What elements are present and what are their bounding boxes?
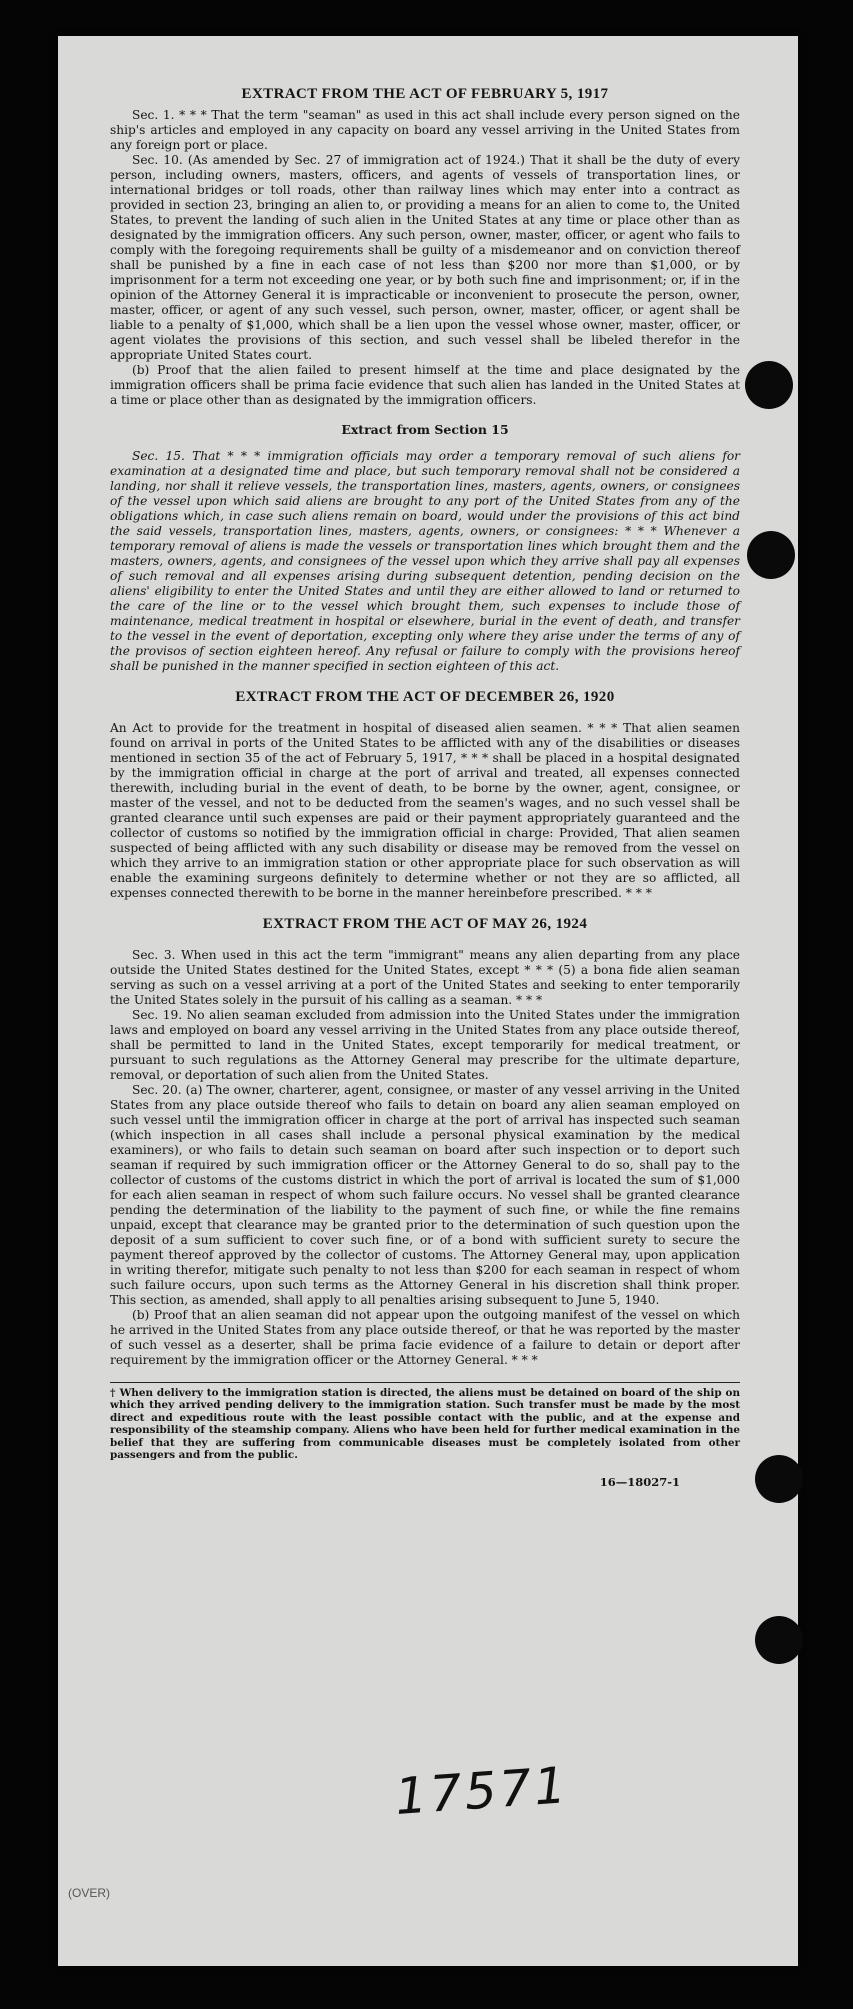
handwritten-number: 17571 [393,1755,571,1827]
section-paragraph: Sec. 15. That * * * immigration officials may order a temporary removal of such aliens for examination at a designated time and place, but such temporary removal shall not be considered a landing, nor shall it relieve vessels, the transportation lines, masters, agents, owners, or consignees of the vessel upon which said aliens are brought to any port of the United States from any of the obligations which, in case such aliens remain on board, would under the provisions of this act bind the said vessels, transportation lines, masters, agents, owners, or consignees: * * * Whenever a temporary removal of aliens is made the vessels or transportation lines which brought them and the masters, owners, agents, and consignees of the vessel upon which they arrive shall pay all expenses of such removal and all expenses arising during subsequent detention, pending decision on the aliens' eligibility to enter the United States and until they are either allowed to land or returned to the care of the line or to the vessel which brought them, such expenses to include those of maintenance, medical treatment in hospital or elsewhere, burial in the event of death, and transfer to the vessel in the event of deportation, excepting only where they arise under the terms of any of the provisos of section eighteen hereof. Any refusal or failure to comply with the provisions hereof shall be punished in the manner specified in section eighteen of this act. [110,449,740,673]
form-code: 16—18027-1 [599,1475,680,1490]
section-paragraph: Sec. 20. (a) The owner, charterer, agent, consignee, or master of any vessel arriving in the United States from any place outside thereof who fails to detain on board any alien seaman employed on such vessel until the immigration officer in charge at the port of arrival has inspected such seaman (which inspection in all cases shall include a personal physical examination by the medical examiners), or who fails to detain such seaman on board after such inspection or to deport such seaman if required by such immigration officer or the Attorney General to do so, shall pay to the collector of customs of the customs district in which the port of arrival is located the sum of $1,000 for each alien seaman in respect of whom such failure occurs. No vessel shall be granted clearance pending the determination of the liability to the payment of such fine, or while the fine remains unpaid, except that clearance may be granted prior to the determination of such question upon the deposit of a sum sufficient to cover such fine, or of a bond with sufficient surety to secure the payment thereof approved by the collector of customs. The Attorney General may, upon application in writing therefor, mitigate such penalty to not less than $200 for each seaman in respect of whom such failure occurs, upon such terms as the Attorney General in his discretion shall think proper. This section, as amended, shall apply to all penalties arising subsequent to June 5, 1940. [110,1083,740,1307]
document-text-layer [58,36,798,1966]
section-paragraph: Sec. 10. (As amended by Sec. 27 of immigration act of 1924.) That it shall be the duty of every person, including owners, masters, officers, and agents of vessels of transportation lines, or international bridges or toll roads, other than railway lines which may enter into a contract as provided in section 23, bringing an alien to, or providing a means for an alien to come to, the United States, to prevent the landing of such alien in the United States at any time or place other than as designated by the immigration officers. Any such person, owner, master, officer, or agent who fails to comply with the foregoing requirements shall be guilty of a misdemeanor and on conviction thereof shall be punished by a fine in each case of not less than $200 nor more than $1,000, or by imprisonment for a term not exceeding one year, or by both such fine and imprisonment; or, if in the opinion of the Attorney General it is impracticable or inconvenient to prosecute the person, owner, master, officer, or agent of any such vessel, such person, owner, master, officer, or agent shall be liable to a penalty of $1,000, which shall be a lien upon the vessel whose owner, master, officer, or agent violates the provisions of this section, and such vessel shall be libeled therefor in the appropriate United States court. [110,153,740,362]
section-heading: EXTRACT FROM THE ACT OF DECEMBER 26, 1920 [235,689,615,705]
section-paragraph: Sec. 1. * * * That the term "seaman" as used in this act shall include every person signed on the ship's articles and employed in any capacity on board any vessel arriving in the United States from any foreign port or place. [110,108,740,152]
footnote: † When delivery to the immigration station is directed, the aliens must be detained on board of the ship on which they arrived pending delivery to the immigration station. Such transfer must be made by the most direct and expeditious route with the least possible contact with the public, and at the expense and responsibility of the steamship company. Aliens who have been held for further medical examination in the belief that they are suffering from communicable diseases must be completely isolated from other passengers and from the public. [110,1382,740,1461]
section-paragraph: Sec. 19. No alien seaman excluded from admission into the United States under the immigration laws and employed on board any vessel arriving in the United States from any place outside thereof, shall be permitted to land in the United States, except temporarily for medical treatment, or pursuant to such regulations as the Attorney General may prescribe for the ultimate departure, removal, or deportation of such alien from the United States. [110,1008,740,1082]
section-paragraph: An Act to provide for the treatment in hospital of diseased alien seamen. * * * That alien seamen found on arrival in ports of the United States to be afflicted with any of the disabilities or diseases mentioned in section 35 of the act of February 5, 1917, * * * shall be placed in a hospital designated by the immigration official in charge at the port of arrival and treated, all expenses connected therewith, including burial in the event of death, to be borne by the owner, agent, consignee, or master of the vessel, and not to be deducted from the seamen's wages, and no such vessel shall be granted clearance until such expenses are paid or their payment appropriately guaranteed and the collector of customs so notified by the immigration official in charge: Provided, That alien seamen suspected of being afflicted with any such disability or disease may be removed from the vessel on which they arrive to an immigration station or other appropriate place for such observation as will enable the examining surgeons definitely to determine whether or not they are so afflicted, all expenses connected therewith to be borne in the manner hereinbefore prescribed. * * * [110,721,740,900]
document-body [110,81,740,1490]
section-heading: EXTRACT FROM THE ACT OF FEBRUARY 5, 1917 [241,86,609,102]
over-mark: (OVER) [68,1886,110,1900]
section-subheading: Extract from Section 15 [341,422,509,437]
section-heading: EXTRACT FROM THE ACT OF MAY 26, 1924 [262,916,588,932]
section-paragraph: (b) Proof that an alien seaman did not appear upon the outgoing manifest of the vessel on which he arrived in the United States from any place outside thereof, or that he was reported by the master of such vessel as a deserter, shall be prima facie evidence of a failure to detain or deport after requirement by the immigration officer or the Attorney General. * * * [110,1308,740,1367]
section-paragraph: (b) Proof that the alien failed to present himself at the time and place designated by the immigration officers shall be prima facie evidence that such alien has landed in the United States at a time or place other than as designated by the immigration officers. [110,363,740,407]
section-paragraph: Sec. 3. When used in this act the term "immigrant" means any alien departing from any place outside the United States destined for the United States, except * * * (5) a bona fide alien seaman serving as such on a vessel arriving at a port of the United States and seeking to enter temporarily the United States solely in the pursuit of his calling as a seaman. * * * [110,948,740,1007]
